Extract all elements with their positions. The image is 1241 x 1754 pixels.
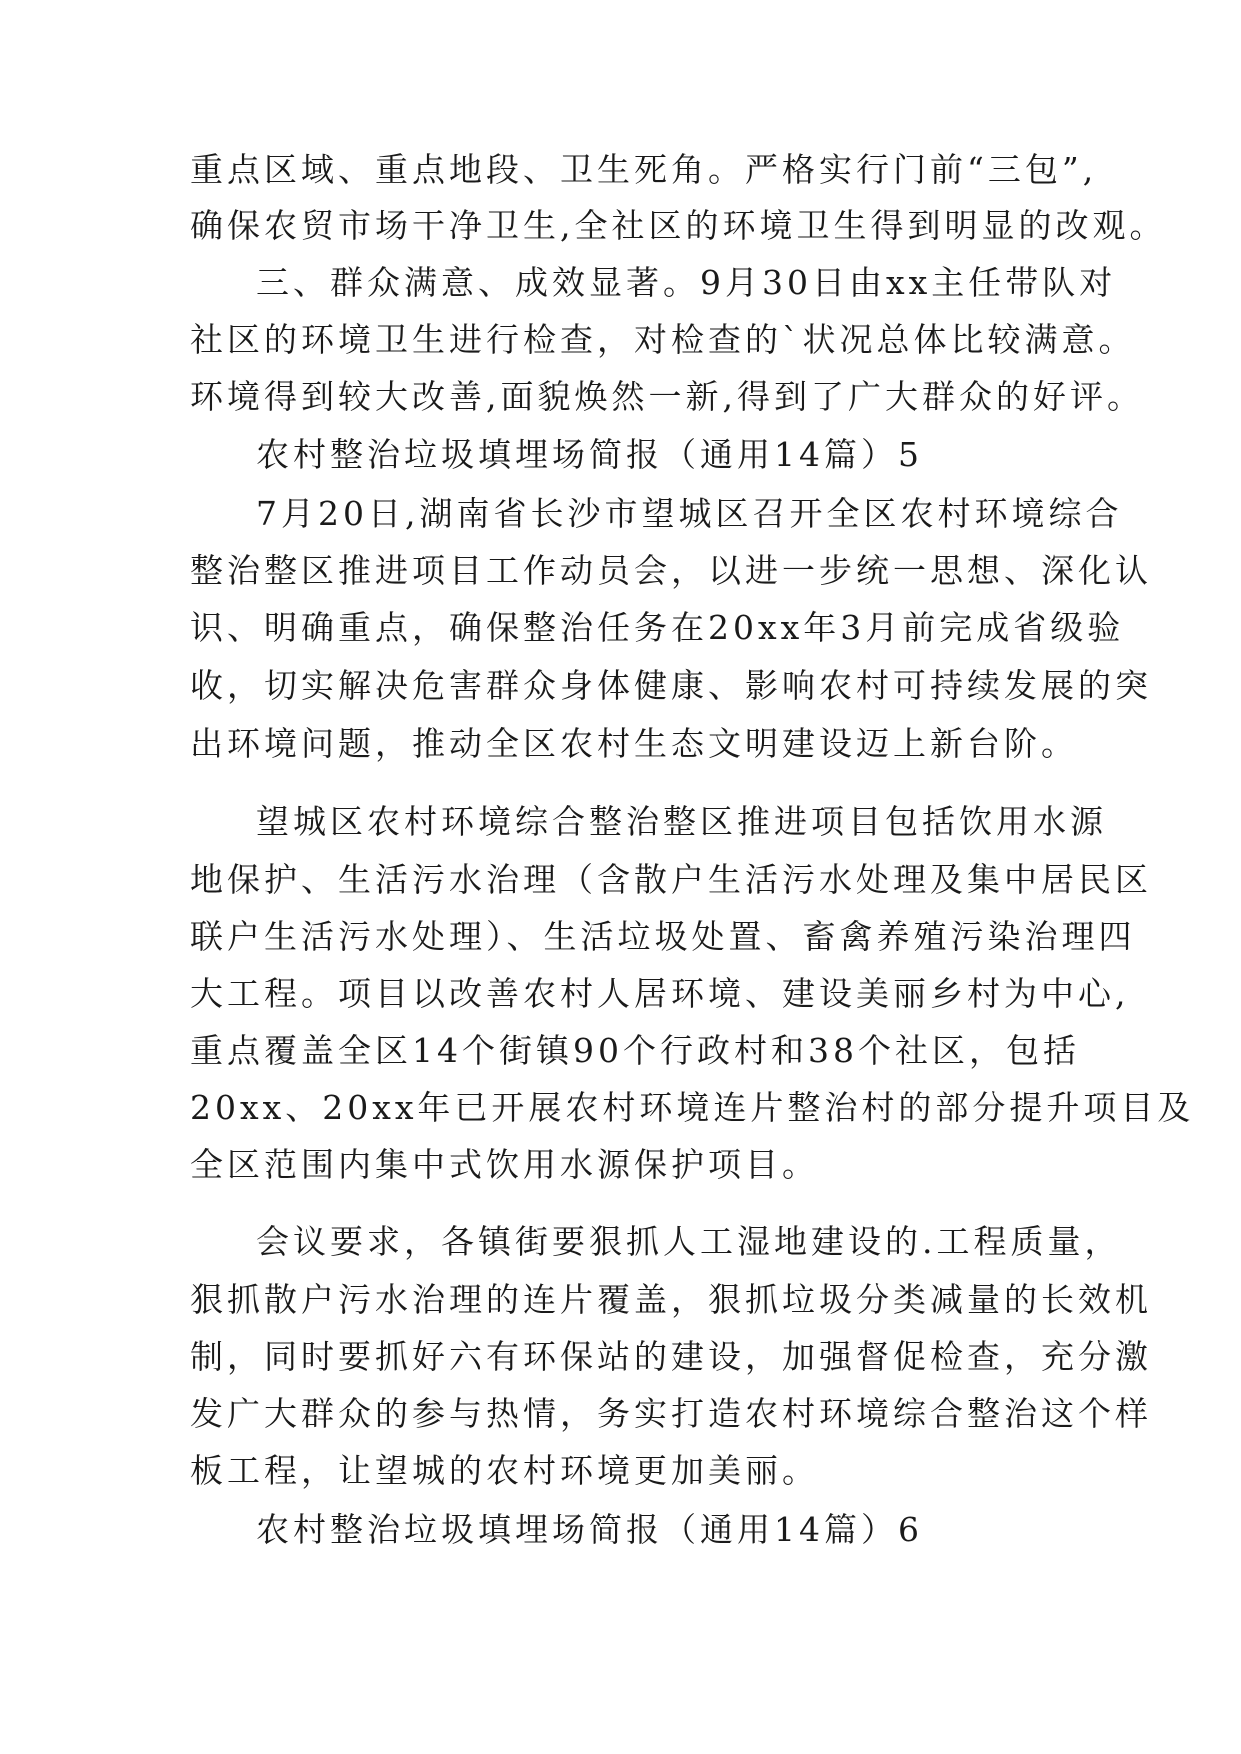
text-line: 重点区域、重点地段、卫生死角。严格实行门前“三包”, <box>190 150 1098 189</box>
text-line: 识、明确重点，确保整治任务在20xx年3月前完成省级验 <box>190 608 1125 647</box>
text-line: 大工程。项目以改善农村人居环境、建设美丽乡村为中心, <box>190 974 1130 1013</box>
text-line: 收，切实解决危害群众身体健康、影响农村可持续发展的突 <box>190 666 1152 705</box>
text-line: 地保护、生活污水治理（含散户生活污水处理及集中居民区 <box>190 860 1152 899</box>
text-line: 联户生活污水处理）、生活垃圾处置、畜禽养殖污染治理四 <box>190 917 1136 956</box>
text-line: 7月20日,湖南省长沙市望城区召开全区农村环境综合 <box>256 494 1123 533</box>
section-heading: 农村整治垃圾填埋场简报（通用14篇）6 <box>256 1510 923 1549</box>
text-line: 望城区农村环境综合整治整区推进项目包括饮用水源 <box>256 802 1107 841</box>
text-line: 发广大群众的参与热情，务实打造农村环境综合整治这个样 <box>190 1394 1152 1433</box>
text-line: 板工程，让望城的农村环境更加美丽。 <box>190 1451 819 1490</box>
text-line: 出环境问题，推动全区农村生态文明建设迈上新台阶。 <box>190 724 1078 763</box>
text-line: 全区范围内集中式饮用水源保护项目。 <box>190 1145 819 1184</box>
text-line: 重点覆盖全区14个街镇90个行政村和38个社区，包括 <box>190 1031 1080 1070</box>
text-line: 20xx、20xx年已开展农村环境连片整治村的部分提升项目及 <box>190 1088 1195 1127</box>
text-line: 制，同时要抓好六有环保站的建设，加强督促检查，充分激 <box>190 1337 1152 1376</box>
text-line: 环境得到较大改善,面貌焕然一新,得到了广大群众的好评。 <box>190 377 1144 416</box>
text-line: 社区的环境卫生进行检查，对检查的`状况总体比较满意。 <box>190 320 1136 359</box>
text-line: 会议要求，各镇街要狠抓人工湿地建设的.工程质量， <box>256 1222 1122 1261</box>
text-line: 狠抓散户污水治理的连片覆盖，狠抓垃圾分类减量的长效机 <box>190 1280 1152 1319</box>
text-line: 确保农贸市场干净卫生,全社区的环境卫生得到明显的改观。 <box>190 206 1167 245</box>
section-heading: 农村整治垃圾填埋场简报（通用14篇）5 <box>256 435 923 474</box>
text-line: 三、群众满意、成效显著。9月30日由xx主任带队对 <box>256 263 1117 302</box>
text-line: 整治整区推进项目工作动员会，以进一步统一思想、深化认 <box>190 551 1152 590</box>
